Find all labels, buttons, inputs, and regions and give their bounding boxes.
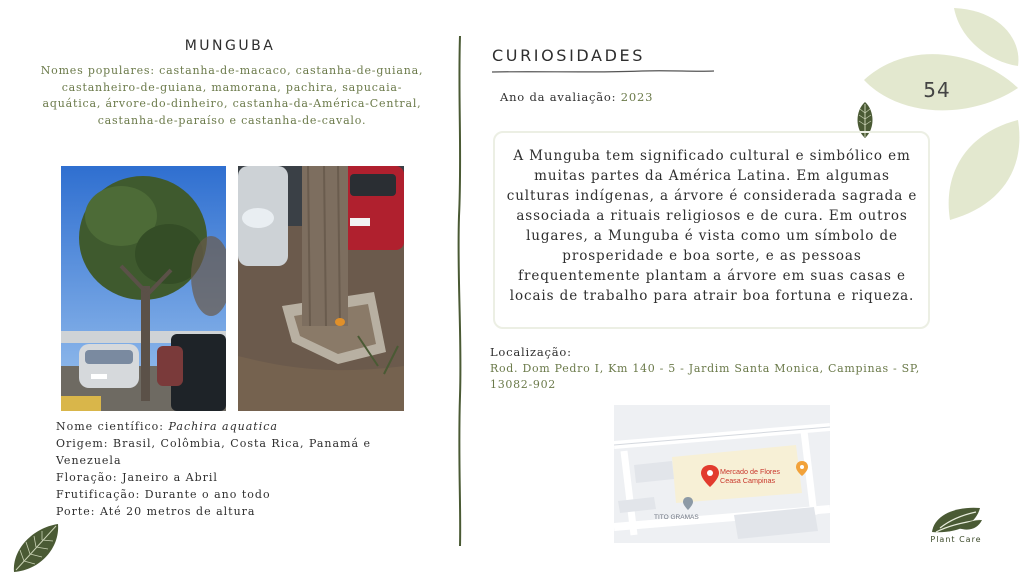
page-number: 54 [923, 78, 951, 102]
curiosities-title: CURIOSIDADES [492, 46, 645, 65]
location-address: Rod. Dom Pedro I, Km 140 - 5 - Jardim Santa Monica, Campinas - SP, 13082-902 [490, 362, 920, 391]
plant-info [56, 418, 428, 520]
scientific-label: Nome científico: [56, 420, 164, 433]
origin: Origem: Brasil, Colômbia, Costa Rica, Panamá e Venezuela [56, 437, 372, 467]
size: Porte: Até 20 metros de altura [56, 505, 256, 518]
leaf-icon [8, 520, 62, 576]
location-map[interactable] [614, 405, 830, 543]
scientific-name: Pachira aquatica [168, 420, 278, 433]
location-label: Localização: [490, 345, 572, 359]
year-label: Ano da avaliação: [500, 90, 617, 104]
evaluation-year [500, 90, 653, 104]
plant-title: MUNGUBA [184, 38, 276, 54]
popular-names: Nomes populares: castanha-de-macaco, castanha-de-guiana, castanheiro-de-guiana, mamorana, pachira, sapucaia-aquática, árvore-do-dinheiro, castanha-da-América-Central, castanha-de-paraíso e castanha-de-cavalo. [40, 64, 424, 127]
brand-name: Plant Care [930, 535, 982, 544]
vertical-divider [455, 36, 465, 546]
map-place-line1: Mercado de Flores [720, 467, 780, 476]
tree-photo [61, 166, 226, 411]
scientific-name-line [56, 418, 428, 435]
flowering: Floração: Janeiro a Abril [56, 471, 218, 484]
curiosities-text: A Munguba tem significado cultural e simbólico em muitas partes da América Latina. Em algumas culturas indígenas, a árvore é considerada sagrada e associada a rituais religiosos e de cura. Em outros lugares, a Munguba é vista como um símbolo de prosperidade e boa sorte, e as pessoas frequentemente plantam a árvore em suas casas e locais de trabalho para atrair boa fortuna e riqueza. [506, 148, 918, 304]
map-place-line2: Ceasa Campinas [720, 476, 776, 485]
title-underline [492, 69, 714, 75]
trunk-photo [238, 166, 404, 411]
map-nearby-label: TITO GRAMAS [654, 514, 699, 521]
fruiting: Frutificação: Durante o ano todo [56, 488, 271, 501]
year-value: 2023 [620, 90, 654, 104]
